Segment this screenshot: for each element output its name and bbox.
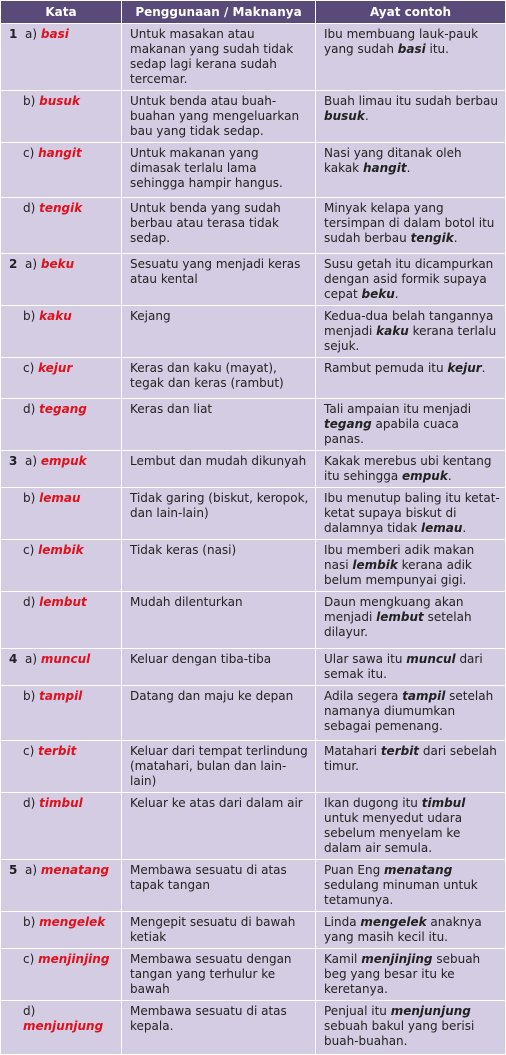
kata-cell (1, 358, 121, 398)
example-cell (316, 488, 505, 539)
meaning-cell: Kejang (122, 306, 315, 357)
kata-cell (1, 592, 121, 648)
keyword: tampil (39, 689, 83, 703)
table-row (1, 358, 505, 398)
kata-cell (1, 198, 121, 253)
header-kata: Kata (1, 1, 121, 23)
example-text-after: . (481, 361, 486, 375)
table-row (1, 793, 505, 859)
item-letter: a) (25, 454, 38, 468)
example-text-after: apabila cuaca panas. (324, 417, 459, 446)
item-letter: b) (23, 94, 36, 108)
example-text-after: kerana adik belum mempunyai gigi. (324, 558, 472, 587)
group-number: 5 (9, 863, 18, 877)
kata-cell (1, 649, 121, 685)
example-keyword: tegang (324, 417, 372, 431)
example-cell (316, 860, 505, 911)
example-text-before: Ibu menutup baling itu ketat-ketat supaya biskut di dalamnya tidak (324, 491, 500, 535)
example-cell (316, 24, 505, 90)
keyword: muncul (40, 652, 91, 666)
example-text-after: dari sebelah timur. (324, 744, 497, 773)
example-cell (316, 198, 505, 253)
keyword: hangit (38, 146, 82, 160)
example-keyword: busuk (324, 109, 365, 123)
example-text-before: Adila segera (324, 689, 403, 703)
keyword: beku (40, 257, 75, 271)
keyword: busuk (39, 94, 80, 108)
example-text-after: . (447, 469, 452, 483)
example-text-before: Kakak merebus ubi kentang itu sehingga (324, 454, 492, 483)
kata-cell (1, 254, 121, 305)
example-text-after: setelah namanya diumumkan sebagai pemenang. (324, 689, 494, 733)
example-cell (316, 741, 505, 792)
example-text-before: Matahari (324, 744, 381, 758)
meaning-cell: Lembut dan mudah dikunyah (122, 451, 315, 487)
keyword: menjunjung (23, 1019, 104, 1033)
keyword: timbul (39, 796, 83, 810)
kata-cell (1, 686, 121, 740)
keyword: terbit (38, 744, 77, 758)
table-row (1, 254, 505, 305)
example-cell (316, 143, 505, 197)
item-letter: d) (23, 1004, 36, 1018)
item-letter: b) (23, 915, 36, 929)
keyword: tegang (39, 402, 87, 416)
kata-cell (1, 91, 121, 142)
meaning-cell: Untuk masakan atau makanan yang sudah tidak sedap lagi kerana sudah tercemar. (122, 24, 315, 90)
example-keyword: muncul (406, 652, 456, 666)
table-row (1, 488, 505, 539)
example-text-before: Ular sawa itu (324, 652, 407, 666)
example-keyword: basi (397, 42, 426, 56)
item-letter: c) (23, 146, 35, 160)
example-cell (316, 254, 505, 305)
group-number: 2 (9, 257, 18, 271)
group-number: 3 (9, 454, 18, 468)
example-text-after: sebuah bakul yang berisi buah-buahan. (324, 1019, 475, 1048)
table-body (1, 24, 505, 1054)
example-keyword: kejur (447, 361, 482, 375)
example-keyword: tampil (402, 689, 446, 703)
meaning-cell: Sesuatu yang menjadi keras atau kental (122, 254, 315, 305)
item-letter: a) (25, 27, 38, 41)
kata-cell (1, 949, 121, 1000)
meaning-cell: Keluar dengan tiba-tiba (122, 649, 315, 685)
kata-cell (1, 1001, 121, 1054)
example-cell (316, 399, 505, 450)
example-keyword: menjinjing (361, 952, 433, 966)
example-keyword: empuk (402, 469, 448, 483)
example-text-before: Ikan dugong itu (324, 796, 422, 810)
example-keyword: lembik (352, 558, 398, 572)
table-row (1, 143, 505, 197)
example-keyword: terbit (380, 744, 420, 758)
example-keyword: kaku (376, 324, 409, 338)
table-row (1, 451, 505, 487)
keyword: lemau (39, 491, 81, 505)
example-text-before: Penjual itu (324, 1004, 391, 1018)
example-cell (316, 91, 505, 142)
item-letter: c) (23, 952, 35, 966)
keyword: basi (40, 27, 69, 41)
example-cell (316, 306, 505, 357)
example-text-before: Ibu membuang lauk-pauk yang sudah (324, 27, 479, 56)
item-letter: b) (23, 689, 36, 703)
item-letter: a) (25, 863, 38, 877)
table-row (1, 399, 505, 450)
keyword: tengik (39, 201, 83, 215)
example-cell (316, 592, 505, 648)
keyword: kejur (38, 361, 73, 375)
table-row (1, 912, 505, 948)
keyword: menatang (40, 863, 110, 877)
keyword: empuk (40, 454, 87, 468)
kata-cell (1, 540, 121, 591)
kata-cell (1, 488, 121, 539)
example-keyword: mengelek (360, 915, 427, 929)
example-keyword: lemau (421, 521, 463, 535)
example-keyword: menatang (384, 863, 453, 877)
example-text-after: . (364, 109, 369, 123)
item-letter: c) (23, 361, 35, 375)
example-text-before: Nasi yang ditanak oleh kakak (324, 146, 462, 175)
example-keyword: beku (361, 287, 395, 301)
kata-cell (1, 143, 121, 197)
table-row (1, 949, 505, 1000)
meaning-cell: Keras dan kaku (mayat), tegak dan keras (rambut) (122, 358, 315, 398)
kata-cell (1, 24, 121, 90)
meaning-cell: Keluar dari tempat terlindung (matahari, bulan dan lain-lain) (122, 741, 315, 792)
table-row (1, 24, 505, 90)
keyword: lembut (39, 595, 87, 609)
header-ayat-contoh: Ayat contoh (316, 1, 505, 23)
example-keyword: menjunjung (390, 1004, 471, 1018)
group-number: 4 (9, 652, 18, 666)
item-letter: a) (25, 652, 38, 666)
meaning-cell: Tidak keras (nasi) (122, 540, 315, 591)
example-cell (316, 949, 505, 1000)
example-text-after: dari semak itu. (324, 652, 483, 681)
example-text-before: Susu getah itu dicampurkan dengan asid formik supaya cepat (324, 257, 494, 301)
meaning-cell: Keluar ke atas dari dalam air (122, 793, 315, 859)
table-row (1, 592, 505, 648)
example-text-after: sedulang minuman untuk tetamunya. (324, 878, 478, 907)
kata-cell (1, 860, 121, 911)
kata-cell (1, 793, 121, 859)
example-text-before: Rambut pemuda itu (324, 361, 448, 375)
item-letter: d) (23, 595, 36, 609)
item-letter: b) (23, 309, 36, 323)
table-row (1, 860, 505, 911)
example-text-before: Daun mengkuang akan menjadi (324, 595, 464, 624)
example-text-before: Minyak kelapa yang tersimpan di dalam botol itu sudah berbau (324, 201, 495, 245)
item-letter: a) (25, 257, 38, 271)
kata-cell (1, 399, 121, 450)
example-text-before: Kedua-dua belah tangannya menjadi (324, 309, 494, 338)
table-row (1, 306, 505, 357)
table-row (1, 686, 505, 740)
table-row (1, 198, 505, 253)
kata-cell (1, 741, 121, 792)
example-cell (316, 451, 505, 487)
example-cell (316, 649, 505, 685)
keyword: kaku (39, 309, 72, 323)
example-text-before: Tali ampaian itu menjadi (324, 402, 472, 416)
example-keyword: tengik (410, 231, 454, 245)
meaning-cell: Membawa sesuatu di atas tapak tangan (122, 860, 315, 911)
meaning-cell: Datang dan maju ke depan (122, 686, 315, 740)
example-text-before: Buah limau itu sudah berbau (324, 94, 498, 108)
header-row (1, 1, 505, 23)
kata-cell (1, 306, 121, 357)
meaning-cell: Untuk benda atau buah-buahan yang mengeluarkan bau yang tidak sedap. (122, 91, 315, 142)
example-text-after: . (453, 231, 458, 245)
example-text-after: setelah dilayur. (324, 610, 472, 639)
example-text-before: Linda (324, 915, 361, 929)
example-text-after: . (394, 287, 399, 301)
item-letter: d) (23, 402, 36, 416)
meaning-cell: Mudah dilenturkan (122, 592, 315, 648)
table-row (1, 741, 505, 792)
example-text-after: sebuah beg yang besar itu ke keretanya. (324, 952, 481, 996)
meaning-cell: Keras dan liat (122, 399, 315, 450)
meaning-cell: Mengepit sesuatu di bawah ketiak (122, 912, 315, 948)
example-text-after: . (406, 161, 411, 175)
example-keyword: hangit (362, 161, 407, 175)
example-cell (316, 540, 505, 591)
table-row (1, 649, 505, 685)
meaning-cell: Membawa sesuatu di atas kepala. (122, 1001, 315, 1054)
keyword: mengelek (39, 915, 106, 929)
example-cell (316, 1001, 505, 1054)
header-penggunaan: Penggunaan / Maknanya (122, 1, 315, 23)
meaning-cell: Membawa sesuatu dengan tangan yang terhulur ke bawah (122, 949, 315, 1000)
meaning-cell: Untuk benda yang sudah berbau atau terasa tidak sedap. (122, 198, 315, 253)
item-letter: d) (23, 796, 36, 810)
table-row (1, 91, 505, 142)
group-number: 1 (9, 27, 18, 41)
item-letter: c) (23, 543, 35, 557)
keyword: lembik (38, 543, 84, 557)
item-letter: d) (23, 201, 36, 215)
kata-cell (1, 912, 121, 948)
meaning-cell: Tidak garing (biskut, keropok, dan lain-lain) (122, 488, 315, 539)
example-cell (316, 912, 505, 948)
example-text-after: untuk menyedut udara sebelum menyelam ke dalam air semula. (324, 811, 463, 855)
example-text-after: kerana terlalu sejuk. (324, 324, 497, 353)
example-cell (316, 358, 505, 398)
table-row (1, 1001, 505, 1054)
example-text-after: itu. (425, 42, 449, 56)
keyword: menjinjing (38, 952, 110, 966)
example-keyword: timbul (421, 796, 466, 810)
example-text-after: . (462, 521, 467, 535)
example-cell (316, 793, 505, 859)
example-text-before: Kamil (324, 952, 362, 966)
meaning-cell: Untuk makanan yang dimasak terlalu lama sehingga hampir hangus. (122, 143, 315, 197)
example-cell (316, 686, 505, 740)
example-keyword: lembut (376, 610, 424, 624)
example-text-before: Puan Eng (324, 863, 385, 877)
item-letter: c) (23, 744, 35, 758)
item-letter: b) (23, 491, 36, 505)
example-text-after: anaknya yang masih kecil itu. (324, 915, 482, 944)
kata-cell (1, 451, 121, 487)
example-text-before: Ibu memberi adik makan nasi (324, 543, 475, 572)
table-row (1, 540, 505, 591)
